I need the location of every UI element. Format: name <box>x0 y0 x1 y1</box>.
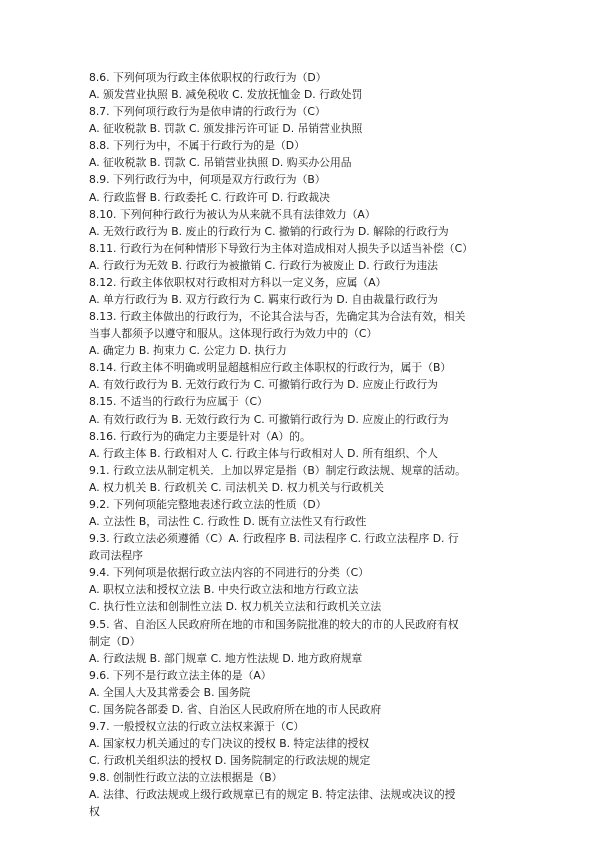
text-line: A. 权力机关 B. 行政机关 C. 司法机关 D. 权力机关与行政机关 <box>89 480 384 494</box>
text-line: A. 有效行政行为 B. 无效行政行为 C. 可撤销行政行为 D. 应废止的行政行为 <box>89 412 449 426</box>
text-line: A. 行政监督 B. 行政委托 C. 行政许可 D. 行政裁决 <box>89 190 330 204</box>
document-page <box>89 69 521 820</box>
text-line: 8.7. 下列何项行政行为是依申请的行政行为（C） <box>89 105 326 119</box>
text-line: 9.8. 创制性行政立法的立法根据是（B） <box>89 771 283 785</box>
text-line: A. 确定力 B. 拘束力 C. 公定力 D. 执行力 <box>89 344 287 358</box>
text-line: A. 职权立法和授权立法 B. 中央行政立法和地方行政立法 <box>89 583 359 597</box>
text-line: 权 <box>89 805 100 819</box>
text-line: 制定（D） <box>89 634 141 648</box>
text-line: A. 颁发营业执照 B. 减免税收 C. 发放抚恤金 D. 行政处罚 <box>89 88 363 102</box>
text-line: 8.6. 下列何项为行政主体依职权的行政行为（D） <box>89 71 327 84</box>
text-line: 8.12. 行政主体依职权对行政相对方科以一定义务，应属（A） <box>89 275 387 289</box>
text-line: A. 国家权力机关通过的专门决议的授权 B. 特定法律的授权 <box>89 737 370 751</box>
text-line: A. 行政行为无效 B. 行政行为被撤销 C. 行政行为被废止 D. 行政行为违法 <box>89 258 438 272</box>
text-line: A. 立法性 B，司法性 C. 行政性 D. 既有立法性又有行政性 <box>89 515 367 529</box>
text-line: 9.3. 行政立法必须遵循（C）A. 行政程序 B. 司法程序 C. 行政立法程序 D. 行 <box>89 532 459 546</box>
text-line: C. 执行性立法和创制性立法 D. 权力机关立法和行政机关立法 <box>89 600 382 614</box>
text-line: A. 行政法规 B. 部门规章 C. 地方性法规 D. 地方政府规章 <box>89 651 363 665</box>
text-line: A. 征收税款 B. 罚款 C. 颁发排污许可证 D. 吊销营业执照 <box>89 122 363 136</box>
text-line: 9.5. 省、自治区人民政府所在地的市和国务院批准的较大的市的人民政府有权 <box>89 617 459 631</box>
text-line: A. 法律、行政法规或上级行政规章已有的规定 B. 特定法律、法规或决议的授 <box>89 788 456 802</box>
text-line: 8.15. 不适当的行政行为应属于（C） <box>89 395 268 409</box>
text-line: A. 单方行政行为 B. 双方行政行为 C. 羁束行政行为 D. 自由裁量行政行为 <box>89 293 438 307</box>
text-line: C. 行政机关组织法的授权 D. 国务院制定的行政法规的规定 <box>89 754 371 768</box>
text-line: 当事人都须予以遵守和服从。这体现行政行为效力中的（C） <box>89 327 378 341</box>
text-line: 8.9. 下列行政行为中，何项是双方行政行为（B） <box>89 173 326 187</box>
text-line: 9.4. 下列何项是依据行政立法内容的不同进行的分类（C） <box>89 566 369 580</box>
text-line: A. 无效行政行为 B. 废止的行政行为 C. 撤销的行政行为 D. 解除的行政行为 <box>89 224 449 238</box>
text-line: 8.16. 行政行为的确定力主要是针对（A）的。 <box>89 429 311 443</box>
text-line: 9.6. 下列不是行政立法主体的是（A） <box>89 668 272 682</box>
text-line: A. 有效行政行为 B. 无效行政行为 C. 可撤销行政行为 D. 应废止行政行为 <box>89 378 438 392</box>
text-line: 8.8. 下列行为中，不属于行政行为的是（D） <box>89 139 305 153</box>
text-line: A. 征收税款 B. 罚款 C. 吊销营业执照 D. 购买办公用品 <box>89 156 352 170</box>
text-line: 8.10. 下列何种行政行为被认为从来就不具有法律效力（A） <box>89 207 376 221</box>
text-line: 8.13. 行政主体做出的行政行为，不论其合法与否，先确定其为合法有效，相关 <box>89 310 466 324</box>
text-line: 8.11. 行政行为在何种情形下导致行为主体对造成相对人损失予以适当补偿（C） <box>89 241 473 255</box>
text-line: A. 行政主体 B. 行政相对人 C. 行政主体与行政相对人 D. 所有组织、个人 <box>89 446 438 460</box>
text-line: C. 国务院各部委 D. 省、自治区人民政府所在地的市人民政府 <box>89 702 382 716</box>
text-line: 9.7. 一般授权立法的行政立法权来源于（C） <box>89 719 305 733</box>
text-line: 8.14. 行政主体不明确或明显超越相应行政主体职权的行政行为，属于（B） <box>89 361 452 375</box>
text-line: 9.2. 下列何项能完整地表述行政立法的性质（D） <box>89 497 327 511</box>
text-line: A. 全国人大及其常委会 B. 国务院 <box>89 685 251 699</box>
text-line: 政司法程序 <box>89 549 143 563</box>
text-line: 9.1. 行政立法从制定机关．上加以界定是指（B）制定行政法规、规章的活动。 <box>89 463 466 477</box>
